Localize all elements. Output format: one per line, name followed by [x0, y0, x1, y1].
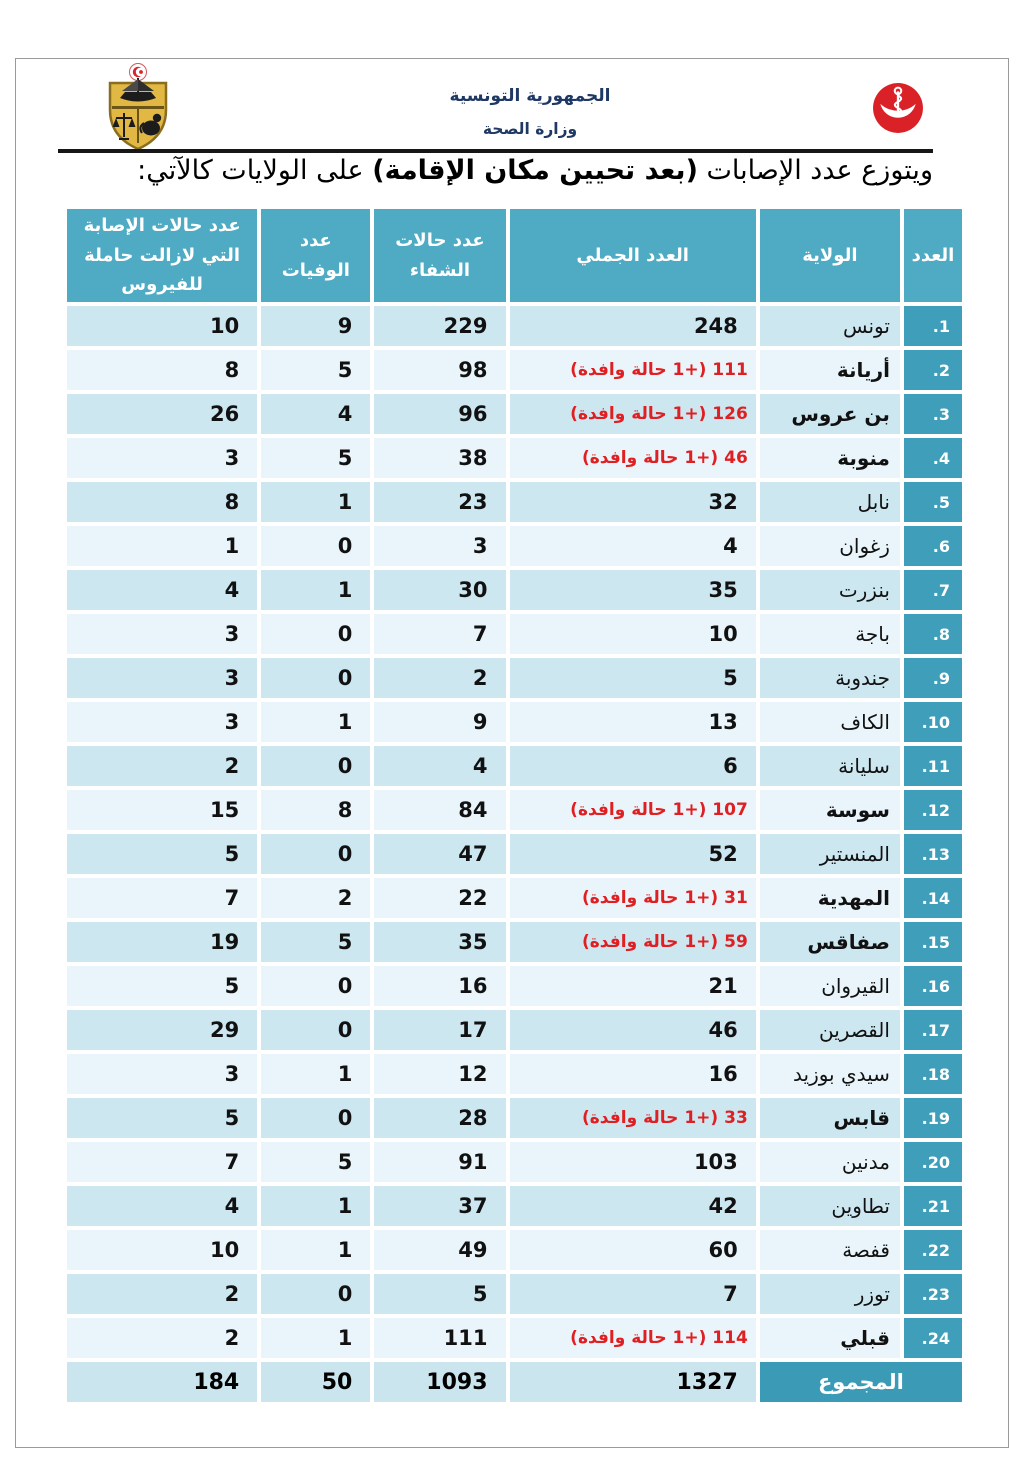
table-row	[67, 526, 962, 566]
row-index: 14.	[904, 878, 962, 918]
table-row	[67, 306, 962, 346]
table-footer	[67, 1362, 962, 1402]
governorate-name: تطاوين	[760, 1186, 900, 1226]
active-cases: 3	[67, 438, 257, 478]
table-row	[67, 746, 962, 786]
governorate-name: جندوبة	[760, 658, 900, 698]
active-cases: 1	[67, 526, 257, 566]
total-cases: 13	[510, 702, 756, 742]
active-cases: 15	[67, 790, 257, 830]
table-header	[67, 209, 962, 302]
total-cases: 60	[510, 1230, 756, 1270]
governorate-name: قفصة	[760, 1230, 900, 1270]
total-cases: 7	[510, 1274, 756, 1314]
death-cases: 1	[261, 482, 370, 522]
row-index: 20.	[904, 1142, 962, 1182]
active-sum: 184	[67, 1362, 257, 1402]
table-row	[67, 570, 962, 610]
recovered-cases: 23	[374, 482, 505, 522]
governorate-name: قابس	[760, 1098, 900, 1138]
governorate-name: تونس	[760, 306, 900, 346]
active-cases: 7	[67, 1142, 257, 1182]
total-cases: 111 (+1 حالة وافدة)	[510, 350, 756, 390]
table-row	[67, 1142, 962, 1182]
table-row	[67, 1274, 962, 1314]
death-cases: 9	[261, 306, 370, 346]
death-cases: 2	[261, 878, 370, 918]
row-index: 13.	[904, 834, 962, 874]
recovered-cases: 22	[374, 878, 505, 918]
tunisia-coat-of-arms-icon	[100, 62, 175, 154]
row-index: 21.	[904, 1186, 962, 1226]
active-cases: 29	[67, 1010, 257, 1050]
table-row	[67, 1098, 962, 1138]
header-total: العدد الجملي	[510, 209, 756, 302]
total-cases: 248	[510, 306, 756, 346]
death-cases: 0	[261, 1098, 370, 1138]
ministry-of-health-emblem-icon	[872, 82, 924, 134]
recovered-cases: 7	[374, 614, 505, 654]
death-cases: 1	[261, 1186, 370, 1226]
active-cases: 3	[67, 702, 257, 742]
governorate-name: قبلي	[760, 1318, 900, 1358]
recovered-cases: 28	[374, 1098, 505, 1138]
recovered-cases: 84	[374, 790, 505, 830]
governorate-name: بنزرت	[760, 570, 900, 610]
active-cases: 3	[67, 614, 257, 654]
recovered-cases: 35	[374, 922, 505, 962]
row-index: 6.	[904, 526, 962, 566]
governorate-name: سيدي بوزيد	[760, 1054, 900, 1094]
governorate-name: زغوان	[760, 526, 900, 566]
table-row	[67, 350, 962, 390]
table-row	[67, 482, 962, 522]
total-cases: 21	[510, 966, 756, 1006]
total-cases: 5	[510, 658, 756, 698]
death-cases: 0	[261, 746, 370, 786]
governorate-name: القصرين	[760, 1010, 900, 1050]
total-cases: 107 (+1 حالة وافدة)	[510, 790, 756, 830]
header-recovered: عدد حالات الشفاء	[374, 209, 505, 302]
governorate-name: منوبة	[760, 438, 900, 478]
table-row	[67, 966, 962, 1006]
row-index: 18.	[904, 1054, 962, 1094]
active-cases: 7	[67, 878, 257, 918]
row-index: 24.	[904, 1318, 962, 1358]
recovered-cases: 111	[374, 1318, 505, 1358]
recovered-cases: 229	[374, 306, 505, 346]
title-pre: ويتوزع عدد الإصابات	[697, 155, 933, 186]
row-index: 8.	[904, 614, 962, 654]
total-cases: 103	[510, 1142, 756, 1182]
death-cases: 0	[261, 966, 370, 1006]
row-index: 11.	[904, 746, 962, 786]
table-row	[67, 394, 962, 434]
death-cases: 0	[261, 658, 370, 698]
republic-name: الجمهورية التونسية	[449, 86, 611, 106]
title-bold: (بعد تحيين مكان الإقامة)	[372, 155, 698, 186]
row-index: 19.	[904, 1098, 962, 1138]
death-cases: 1	[261, 1318, 370, 1358]
active-cases: 19	[67, 922, 257, 962]
table-row	[67, 878, 962, 918]
active-cases: 2	[67, 746, 257, 786]
recovered-cases: 3	[374, 526, 505, 566]
recovered-cases: 2	[374, 658, 505, 698]
governorate-name: المهدية	[760, 878, 900, 918]
recovered-cases: 98	[374, 350, 505, 390]
death-cases: 0	[261, 614, 370, 654]
active-cases: 5	[67, 834, 257, 874]
recovered-sum: 1093	[374, 1362, 505, 1402]
table-row	[67, 1010, 962, 1050]
page-title	[137, 155, 933, 186]
table-row	[67, 438, 962, 478]
table-row	[67, 834, 962, 874]
death-cases: 0	[261, 1274, 370, 1314]
title-post: على الولايات كالآتي:	[137, 155, 373, 186]
governorate-name: الكاف	[760, 702, 900, 742]
death-cases: 5	[261, 350, 370, 390]
table-row	[67, 614, 962, 654]
governorate-name: باجة	[760, 614, 900, 654]
total-cases: 4	[510, 526, 756, 566]
total-cases: 31 (+1 حالة وافدة)	[510, 878, 756, 918]
row-index: 4.	[904, 438, 962, 478]
death-cases: 0	[261, 834, 370, 874]
row-index: 16.	[904, 966, 962, 1006]
header-index: العدد	[904, 209, 962, 302]
death-cases: 1	[261, 1054, 370, 1094]
recovered-cases: 37	[374, 1186, 505, 1226]
row-index: 23.	[904, 1274, 962, 1314]
governorate-name: بن عروس	[760, 394, 900, 434]
header-governorate: الولاية	[760, 209, 900, 302]
row-index: 22.	[904, 1230, 962, 1270]
header-divider-line	[58, 149, 933, 153]
active-cases: 3	[67, 658, 257, 698]
total-cases: 10	[510, 614, 756, 654]
governorate-name: نابل	[760, 482, 900, 522]
governorate-name: توزر	[760, 1274, 900, 1314]
governorate-name: سوسة	[760, 790, 900, 830]
governorate-name: المنستير	[760, 834, 900, 874]
active-cases: 5	[67, 1098, 257, 1138]
recovered-cases: 4	[374, 746, 505, 786]
death-cases: 4	[261, 394, 370, 434]
recovered-cases: 17	[374, 1010, 505, 1050]
governorate-name: سليانة	[760, 746, 900, 786]
governorate-name: صفاقس	[760, 922, 900, 962]
recovered-cases: 96	[374, 394, 505, 434]
total-cases: 32	[510, 482, 756, 522]
death-cases: 0	[261, 526, 370, 566]
active-cases: 8	[67, 482, 257, 522]
recovered-cases: 30	[374, 570, 505, 610]
active-cases: 26	[67, 394, 257, 434]
active-cases: 3	[67, 1054, 257, 1094]
active-cases: 4	[67, 1186, 257, 1226]
active-cases: 10	[67, 1230, 257, 1270]
recovered-cases: 38	[374, 438, 505, 478]
governorates-table-body	[67, 306, 962, 1358]
table-row	[67, 1186, 962, 1226]
recovered-cases: 5	[374, 1274, 505, 1314]
table-row	[67, 922, 962, 962]
recovered-cases: 91	[374, 1142, 505, 1182]
table-row	[67, 1230, 962, 1270]
death-cases: 5	[261, 438, 370, 478]
recovered-cases: 9	[374, 702, 505, 742]
table-row	[67, 1054, 962, 1094]
governorate-name: أريانة	[760, 350, 900, 390]
active-cases: 8	[67, 350, 257, 390]
row-index: 5.	[904, 482, 962, 522]
recovered-cases: 49	[374, 1230, 505, 1270]
row-index: 1.	[904, 306, 962, 346]
row-index: 10.	[904, 702, 962, 742]
recovered-cases: 12	[374, 1054, 505, 1094]
row-index: 7.	[904, 570, 962, 610]
table-row	[67, 790, 962, 830]
governorate-name: مدنين	[760, 1142, 900, 1182]
total-label: المجموع	[760, 1362, 962, 1402]
total-cases-sum: 1327	[510, 1362, 756, 1402]
row-index: 12.	[904, 790, 962, 830]
total-cases: 59 (+1 حالة وافدة)	[510, 922, 756, 962]
death-cases: 8	[261, 790, 370, 830]
total-cases: 52	[510, 834, 756, 874]
total-cases: 46	[510, 1010, 756, 1050]
death-cases: 5	[261, 922, 370, 962]
recovered-cases: 47	[374, 834, 505, 874]
active-cases: 2	[67, 1318, 257, 1358]
death-cases: 1	[261, 570, 370, 610]
death-cases: 5	[261, 1142, 370, 1182]
death-cases: 1	[261, 702, 370, 742]
total-cases: 126 (+1 حالة وافدة)	[510, 394, 756, 434]
governorates-table	[63, 205, 966, 1406]
total-cases: 6	[510, 746, 756, 786]
deaths-sum: 50	[261, 1362, 370, 1402]
total-cases: 42	[510, 1186, 756, 1226]
header-deaths: عدد الوفيات	[261, 209, 370, 302]
total-cases: 46 (+1 حالة وافدة)	[510, 438, 756, 478]
row-index: 17.	[904, 1010, 962, 1050]
total-cases: 35	[510, 570, 756, 610]
row-index: 15.	[904, 922, 962, 962]
recovered-cases: 16	[374, 966, 505, 1006]
table-row	[67, 1318, 962, 1358]
total-cases: 16	[510, 1054, 756, 1094]
governorate-name: القيروان	[760, 966, 900, 1006]
total-cases: 33 (+1 حالة وافدة)	[510, 1098, 756, 1138]
row-index: 9.	[904, 658, 962, 698]
header-active: عدد حالات الإصابة التي لازالت حاملة للفيروس	[67, 209, 257, 302]
death-cases: 0	[261, 1010, 370, 1050]
row-index: 3.	[904, 394, 962, 434]
ministry-header-text	[410, 86, 650, 138]
total-cases: 114 (+1 حالة وافدة)	[510, 1318, 756, 1358]
active-cases: 2	[67, 1274, 257, 1314]
table-row	[67, 658, 962, 698]
active-cases: 4	[67, 570, 257, 610]
row-index: 2.	[904, 350, 962, 390]
active-cases: 5	[67, 966, 257, 1006]
death-cases: 1	[261, 1230, 370, 1270]
table-row	[67, 702, 962, 742]
total-row	[67, 1362, 962, 1402]
active-cases: 10	[67, 306, 257, 346]
ministry-name: وزارة الصحة	[482, 120, 578, 138]
